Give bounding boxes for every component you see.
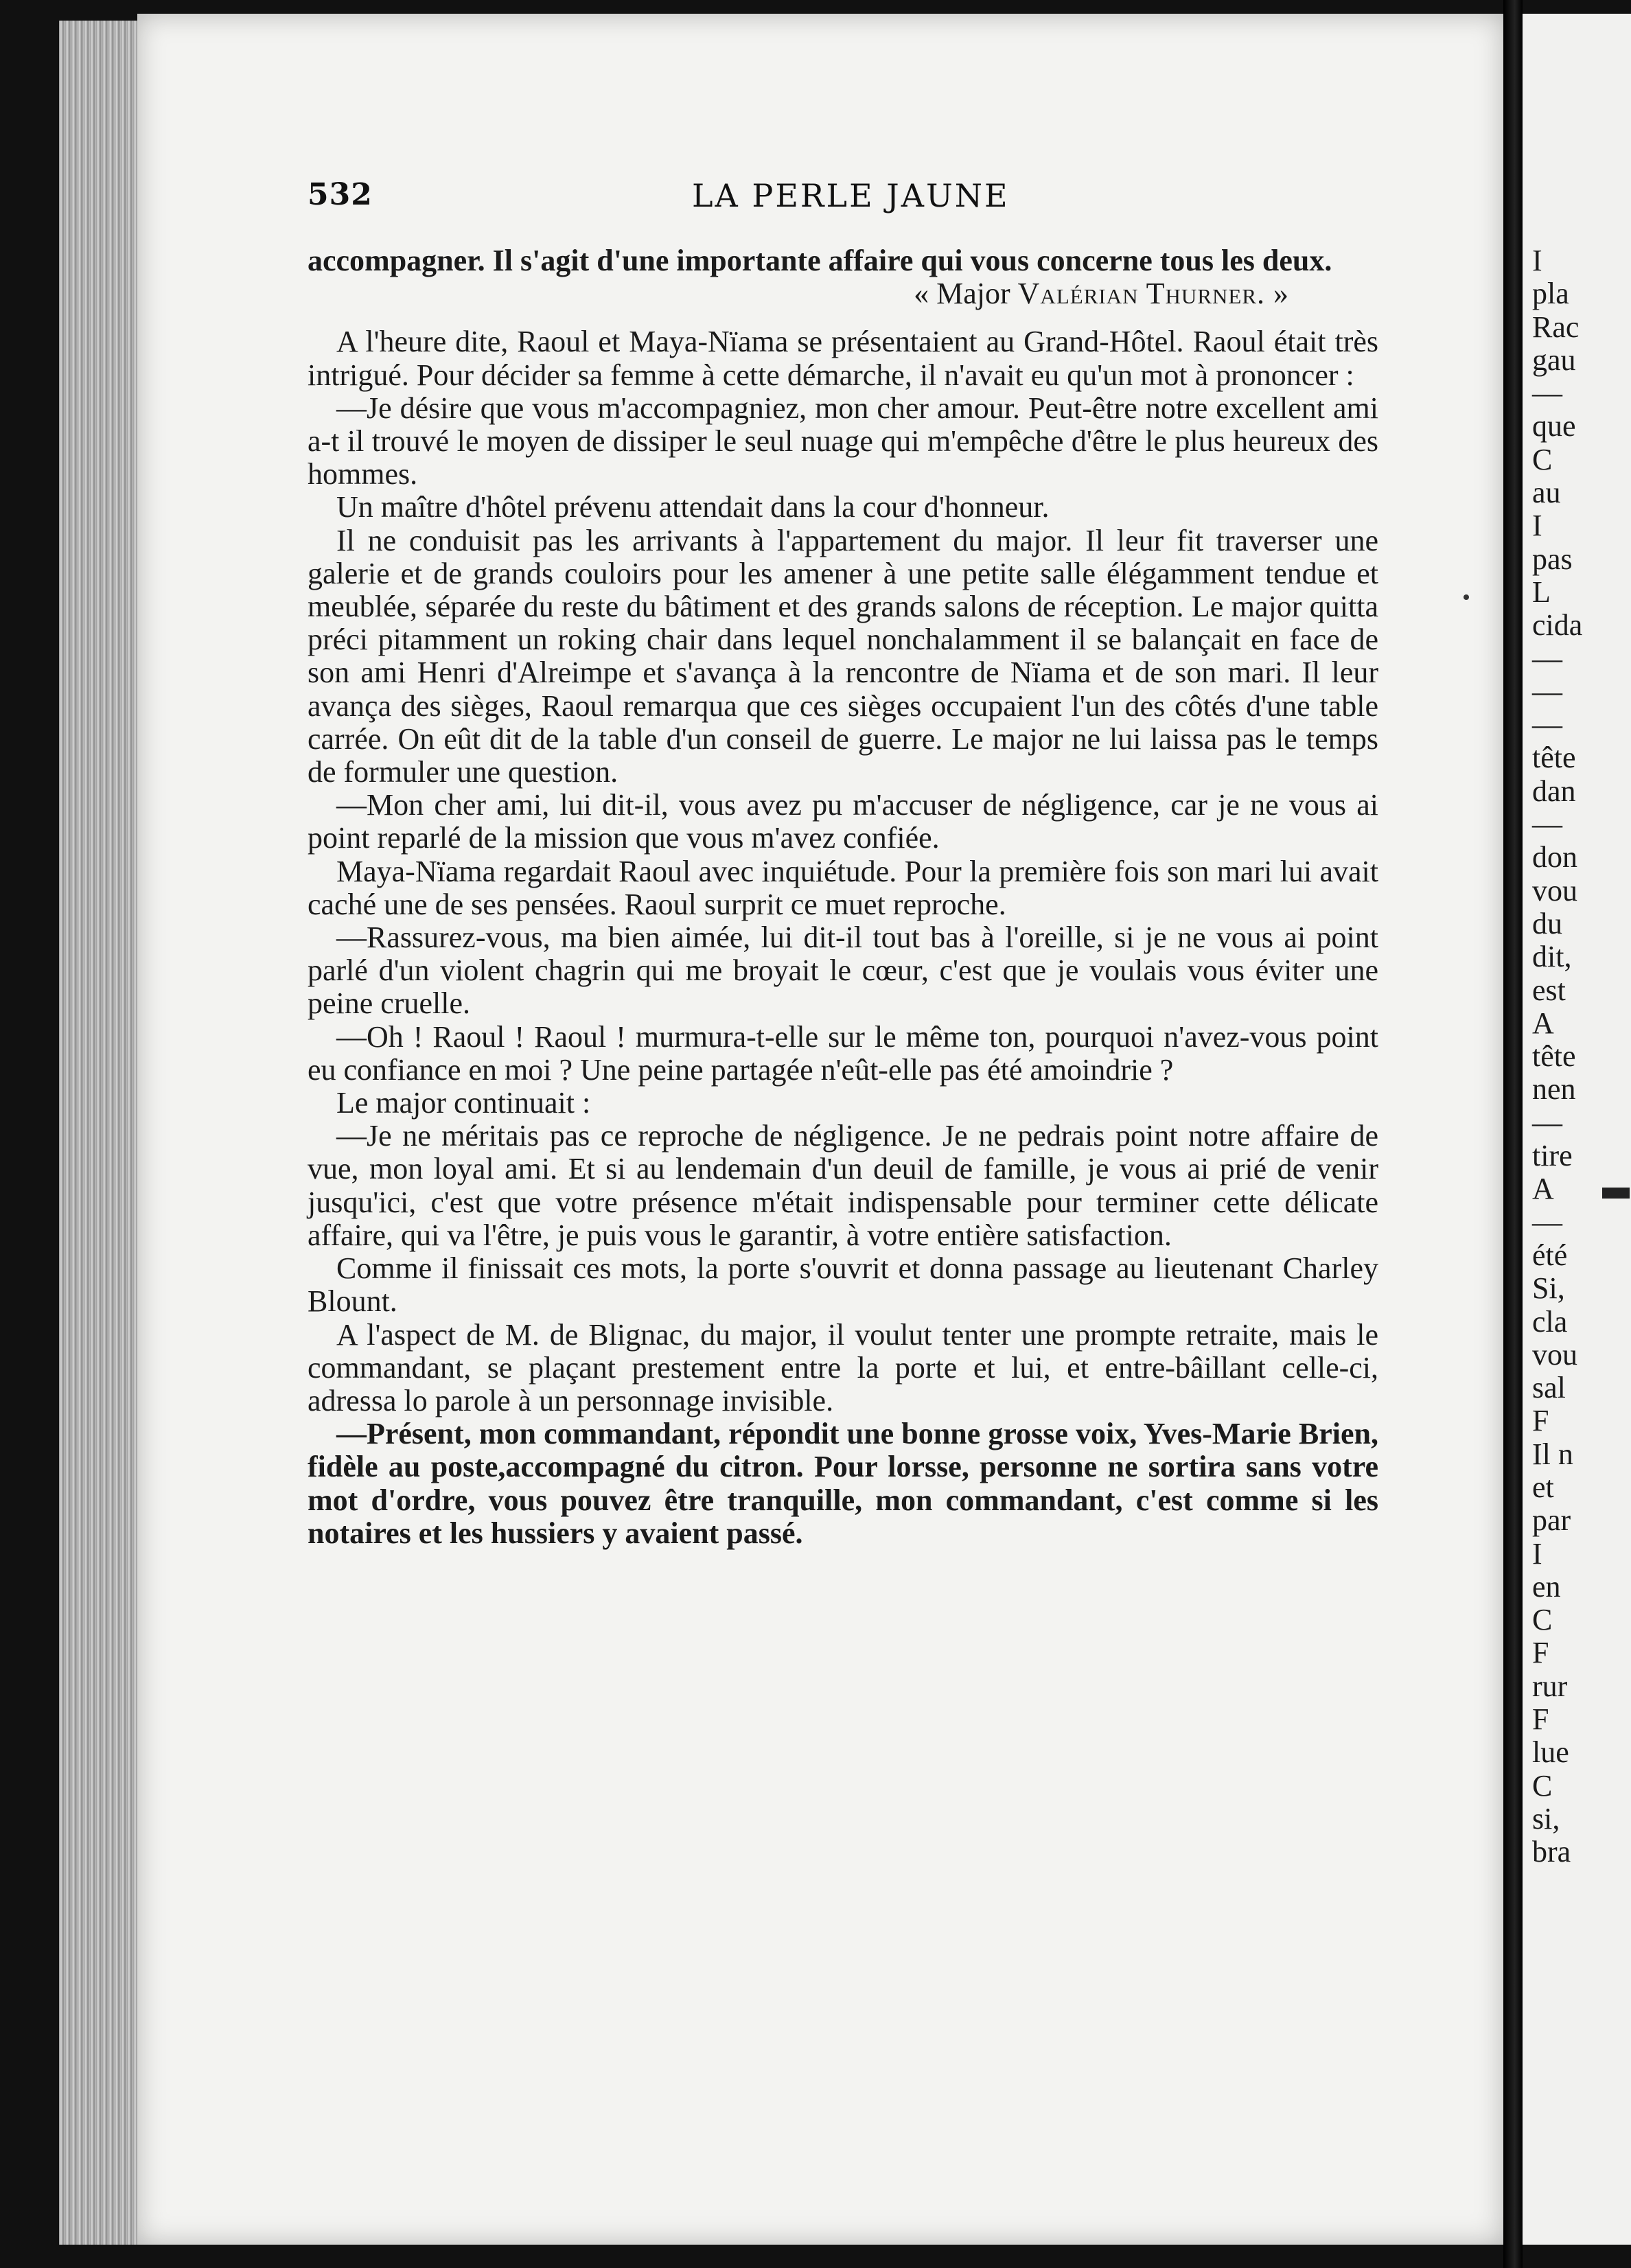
right-page-fragment-line: cida [1532, 608, 1583, 643]
right-page-fragment-line: I [1532, 1536, 1542, 1571]
signature-name: Valérian Thurner. » [1017, 277, 1289, 311]
right-page-fragment-line: — [1532, 376, 1562, 410]
right-page-fragment-line: vou [1532, 1337, 1577, 1372]
right-page-fragment-line: pla [1532, 277, 1569, 311]
signature [308, 277, 1378, 310]
paragraph: —Mon cher ami, lui dit-il, vous avez pu m'accuser de négligence, car je ne vous ai point reparlé de la mission que vous m'avez confiée. [308, 788, 1378, 855]
right-page-fragment-line: été [1532, 1238, 1568, 1272]
right-page-fragment-line: C [1532, 442, 1553, 476]
right-page-text-fragments [1532, 244, 1631, 1869]
right-page-fragment-line: en [1532, 1569, 1561, 1604]
right-page-fragment-line: lue [1532, 1735, 1569, 1770]
right-page-fragment-line: A [1532, 1172, 1554, 1206]
right-page-fragment-line: sal [1532, 1371, 1566, 1405]
right-page-fragment-line: nen [1532, 1072, 1576, 1107]
signature-prefix: « Major [914, 277, 1010, 311]
right-page-fragment-line: bra [1532, 1835, 1571, 1869]
right-page-fragment-line: et [1532, 1470, 1554, 1504]
right-page-fragment-line: F [1532, 1636, 1549, 1670]
page-number: 532 [308, 177, 373, 212]
right-page-fragment-line: A [1532, 1006, 1554, 1040]
page-header [308, 177, 1378, 225]
scan-speck [1464, 594, 1469, 600]
paragraph: —Je désire que vous m'accompagniez, mon cher amour. Peut-être notre excellent ami a-t il trouvé le moyen de dissiper le seul nuage qui m'empêche d'être le plus heureux des hommes. [308, 391, 1378, 491]
paragraph: Le major continuait : [336, 1086, 591, 1120]
right-page-fragment-line: rur [1532, 1669, 1568, 1703]
right-page-fragment-line: dit, [1532, 940, 1572, 974]
scan-mark [1602, 1188, 1630, 1199]
right-page-fragment-line: Il n [1532, 1437, 1573, 1471]
right-page-fragment-line: que [1532, 409, 1576, 443]
paragraph: A l'aspect de M. de Blignac, du major, il voulut tenter une prompte retraite, mais le commandant, se plaçant prestement entre la porte et lui, et entre-bâillant celle-ci, adressa lo parole à un personnage invisible. [308, 1317, 1378, 1418]
right-page-fragment-line: du [1532, 906, 1562, 940]
right-page-fragment-line: L [1532, 575, 1551, 609]
right-page-fragment-line: Si, [1532, 1271, 1565, 1306]
right-page-fragment-line: — [1532, 1105, 1562, 1139]
page-edges [59, 21, 148, 2245]
body-text [308, 244, 1378, 1550]
right-page-fragment-line: C [1532, 1603, 1553, 1637]
right-page-fragment-line: au [1532, 476, 1561, 510]
right-page-fragment-line: cla [1532, 1304, 1568, 1339]
right-page-fragment-line: vou [1532, 873, 1577, 907]
paragraph: accompagner. Il s'agit d'une importante affaire qui vous concerne tous les deux. [308, 244, 1332, 277]
right-page-fragment-line: — [1532, 674, 1562, 708]
paragraph: —Présent, mon commandant, répondit une bonne grosse voix, Yves-Marie Brien, fidèle au poste,accompagné du citron. Pour lorsse, personne ne sortira sans votre mot d'ordre, vous pouvez être tranquille, mon commandant, c'est comme si les notaires et les hussiers y avaient passé. [308, 1417, 1378, 1550]
right-page-fragment-line: — [1532, 1205, 1562, 1239]
paragraph: Il ne conduisit pas les arrivants à l'appartement du major. Il leur fit traverser une galerie et de grands couloirs pour les amener à une petite salle élégamment tendue et meublée, séparée du reste du bâtiment et des grands salons de réception. Le major quitta préci pitamment un roking chair dans lequel nonchalamment il se balançait en face de son ami Henri d'Alreimpe et s'avança à la rencontre de Nïama et de son mari. Il leur avança des sièges, Raoul remarqua que ces sièges occupaient l'un des côtés d'une table carrée. On eût dit de la table d'un conseil de guerre. Le major ne lui laissa pas le temps de formuler une question. [308, 523, 1378, 789]
right-page-fragment-line: dan [1532, 774, 1576, 808]
paragraph: Comme il finissait ces mots, la porte s'ouvrit et donna passage au lieutenant Charley Blount. [308, 1251, 1378, 1319]
right-page-fragment-line: par [1532, 1503, 1571, 1538]
right-page-fragment-line: I [1532, 509, 1542, 543]
right-page-fragment-line: C [1532, 1768, 1553, 1803]
paragraph: Maya-Nïama regardait Raoul avec inquiétude. Pour la première fois son mari lui avait caché une de ses pensées. Raoul surprit ce muet reproche. [308, 854, 1378, 921]
right-page-fragment-line: — [1532, 708, 1562, 742]
paragraph: —Rassurez-vous, ma bien aimée, lui dit-il tout bas à l'oreille, si je ne vous ai point parlé d'un violent chagrin qui me broyait le cœur, c'est que je voulais vous éviter une peine cruelle. [308, 921, 1378, 1021]
right-page-fragment-line: F [1532, 1404, 1549, 1438]
right-page-fragment-line: — [1532, 641, 1562, 675]
right-page-fragment-line: pas [1532, 542, 1573, 576]
right-page-fragment-line: Rac [1532, 310, 1580, 344]
book-gutter [1503, 0, 1523, 2268]
right-page-fragment-line: tête [1532, 1039, 1576, 1074]
right-page-fragment-line: est [1532, 973, 1566, 1007]
right-page-fragment-line: tête [1532, 741, 1576, 775]
right-page-fragment-line: don [1532, 840, 1577, 875]
paragraph: —Oh ! Raoul ! Raoul ! murmura-t-elle sur le même ton, pourquoi n'avez-vous point eu confiance en moi ? Une peine partagée n'eût-elle pas été amoindrie ? [308, 1019, 1378, 1087]
paragraph: A l'heure dite, Raoul et Maya-Nïama se présentaient au Grand-Hôtel. Raoul était très intrigué. Pour décider sa femme à cette démarche, il n'avait eu qu'un mot à prononcer : [308, 325, 1378, 392]
running-title: LA PERLE JAUNE [692, 177, 1010, 214]
right-page-fragment-line: gau [1532, 343, 1576, 377]
paragraph: —Je ne méritais pas ce reproche de négligence. Je ne pedrais point notre affaire de vue, mon loyal ami. Et si au lendemain d'un deuil de famille, je vous ai prié de venir jusqu'ici, c'est que votre présence m'était indispensable pour terminer cette délicate affaire, qui va l'être, je puis vous le garantir, à votre entière satisfaction. [308, 1119, 1378, 1252]
right-page-fragment-line: si, [1532, 1801, 1560, 1836]
paragraph: Un maître d'hôtel prévenu attendait dans la cour d'honneur. [336, 490, 1050, 524]
right-page-fragment-line: I [1532, 244, 1542, 277]
right-page-fragment-line: tire [1532, 1139, 1573, 1173]
right-page-fragment-line: F [1532, 1702, 1549, 1737]
right-page-fragment-line: — [1532, 807, 1562, 842]
